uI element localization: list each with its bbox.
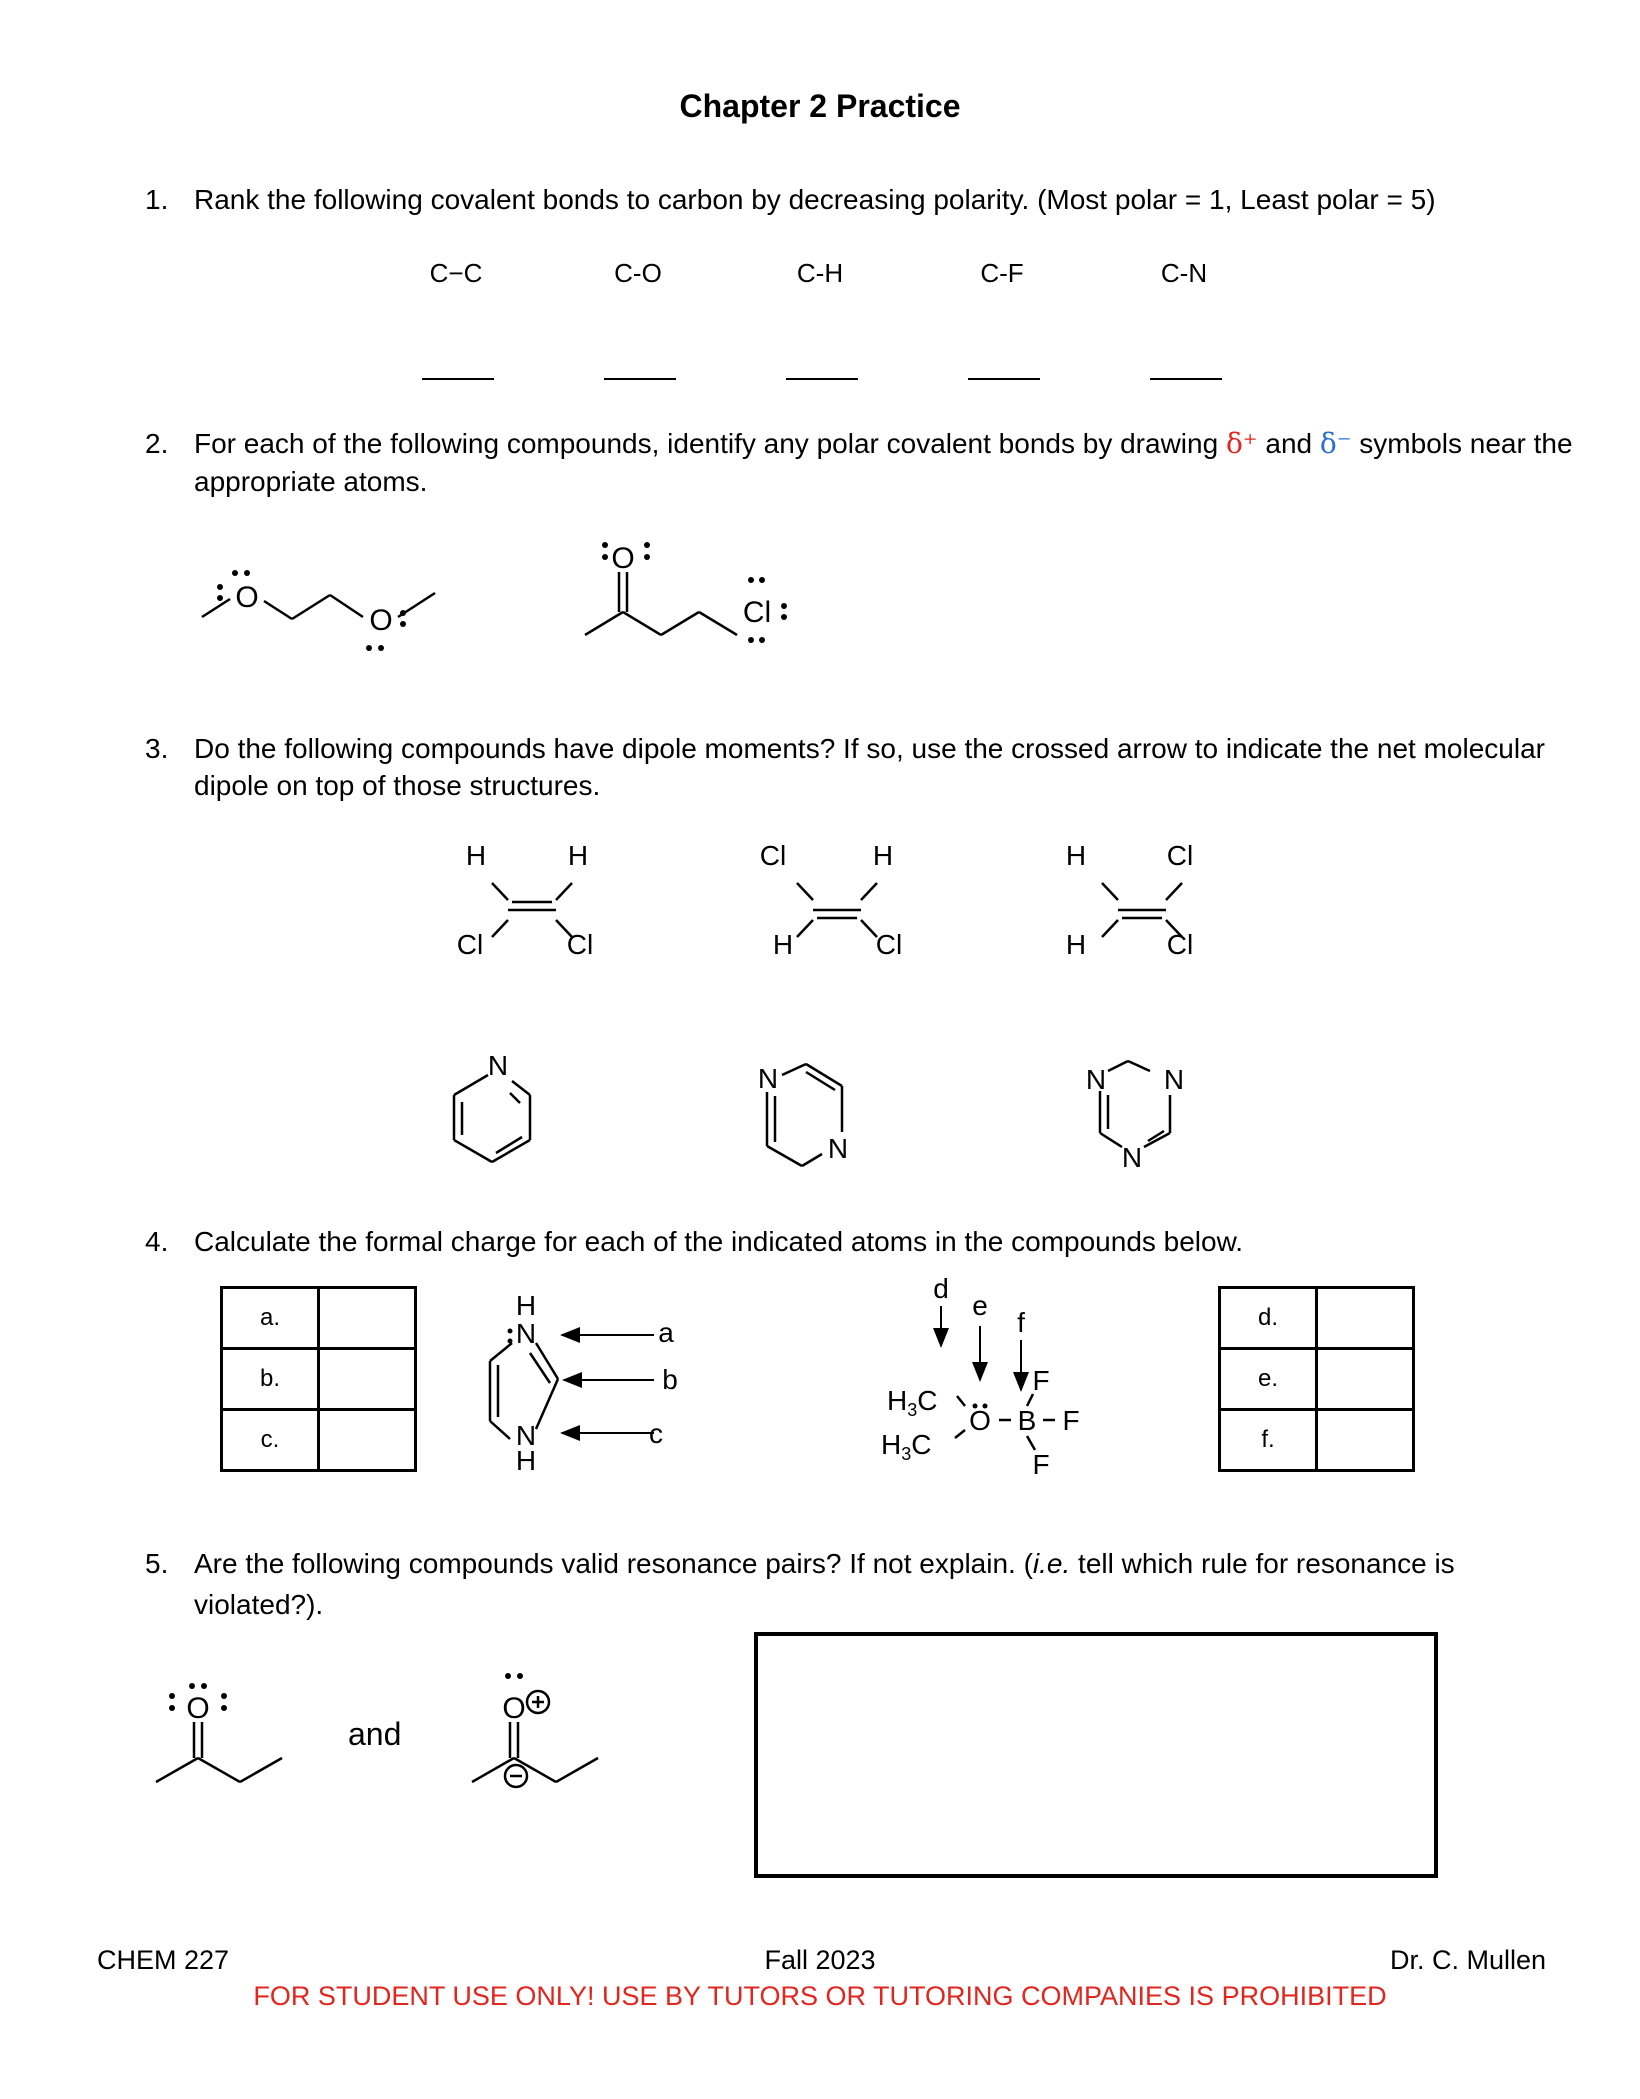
- q2-text: [194, 425, 1573, 463]
- h-atom: H: [465, 840, 487, 871]
- q4-number: 4.: [145, 1226, 169, 1257]
- cl-atom: Cl: [875, 929, 903, 960]
- rank-blank-cc[interactable]: [422, 378, 494, 380]
- table-row: [222, 1349, 416, 1410]
- methyl-group-1: $H_3C$: [887, 1385, 938, 1420]
- table-row: [1220, 1410, 1414, 1471]
- resonance-oxygen: O: [502, 1692, 526, 1725]
- imidazole-nitrogen-top: N: [515, 1318, 537, 1349]
- course-label: CHEM 227: [97, 1945, 230, 1975]
- fluorine-atom-bottom: F: [1032, 1449, 1050, 1480]
- q4-text: Calculate the formal charge for each of the indicated atoms in the compounds below.: [194, 1226, 1244, 1257]
- bond-label-cn: C-N: [1160, 258, 1208, 288]
- explanation-box[interactable]: [754, 1632, 1438, 1878]
- delta-minus-symbol: δ⁻: [1319, 427, 1352, 460]
- h-atom: H: [1065, 929, 1087, 960]
- pyrazine-structure: [740, 1050, 870, 1180]
- cl-atom: Cl: [1166, 840, 1194, 871]
- trans-dichloroethene: [745, 830, 925, 965]
- bond-label-cc: C−C: [429, 258, 483, 288]
- imidazole-h-bottom: H: [515, 1445, 537, 1475]
- imidazolium-structure: [470, 1295, 690, 1475]
- boron-atom: B: [1017, 1405, 1037, 1436]
- geminal-dichloroethene: [1050, 830, 1230, 965]
- cl-atom: Cl: [759, 840, 787, 871]
- bond-label-ch: C-H: [796, 258, 844, 288]
- row-label-b: b.: [222, 1349, 319, 1410]
- table-row: [1220, 1349, 1414, 1410]
- q1-text: Rank the following covalent bonds to carbon by decreasing polarity. (Most polar = 1, Least polar = 5): [194, 184, 1436, 215]
- row-label-d: d.: [1220, 1288, 1317, 1349]
- methyl-group-2: $H_3C$: [881, 1429, 932, 1464]
- h-atom: H: [772, 929, 794, 960]
- pyridine-structure: [440, 1045, 570, 1175]
- q5-text: [194, 1545, 1455, 1583]
- bond-label-co: C-O: [614, 258, 662, 288]
- row-label-a: a.: [222, 1288, 319, 1349]
- table-row: [222, 1288, 416, 1349]
- answer-cell-d[interactable]: [1317, 1288, 1414, 1349]
- triazine-nitrogen-2: N: [1163, 1064, 1185, 1095]
- answer-cell-c[interactable]: [319, 1410, 416, 1471]
- q1-number: 1.: [145, 184, 169, 215]
- fluorine-atom-right: F: [1062, 1405, 1080, 1436]
- rank-blank-cf[interactable]: [968, 378, 1040, 380]
- chloroketone-structure: [575, 530, 875, 670]
- pyrazine-nitrogen-1: N: [757, 1063, 779, 1094]
- ether-bf3-complex: [875, 1270, 1115, 1490]
- q5-number: 5.: [145, 1548, 169, 1579]
- complex-oxygen: O: [969, 1405, 991, 1436]
- label-a: a: [658, 1317, 674, 1348]
- chlorine-atom: Cl: [742, 596, 772, 629]
- q3-number: 3.: [145, 733, 169, 764]
- rank-blank-ch[interactable]: [786, 378, 858, 380]
- ether-oxygen-2: O: [369, 604, 393, 637]
- imidazole-nitrogen-bottom: N: [515, 1420, 537, 1451]
- q2-number: 2.: [145, 428, 169, 459]
- answer-cell-b[interactable]: [319, 1349, 416, 1410]
- q3-text: Do the following compounds have dipole moments? If so, use the crossed arrow to indicate the net molecular: [194, 733, 1545, 764]
- h-atom: H: [872, 840, 894, 871]
- rank-blank-cn[interactable]: [1150, 378, 1222, 380]
- carbonyl-oxygen: O: [611, 542, 635, 575]
- q5-text-ie: i.e.: [1032, 1548, 1071, 1579]
- butanone-oxygen: O: [186, 1692, 210, 1725]
- row-label-e: e.: [1220, 1349, 1317, 1410]
- pyrazine-nitrogen-2: N: [827, 1133, 849, 1164]
- q2-text-and: and: [1265, 428, 1313, 459]
- and-label: and: [348, 1716, 402, 1752]
- label-e: e: [972, 1290, 988, 1321]
- table-row: [222, 1410, 416, 1471]
- formal-charge-table-left: [220, 1286, 417, 1472]
- q2-text-a: For each of the following compounds, identify any polar covalent bonds by drawing: [194, 428, 1219, 459]
- q5-text-cont: violated?).: [194, 1589, 324, 1620]
- instructor-label: Dr. C. Mullen: [1390, 1945, 1547, 1975]
- butanone-resonance-structure: [460, 1670, 620, 1800]
- row-label-f: f.: [1220, 1410, 1317, 1471]
- q3-text-cont: dipole on top of those structures.: [194, 770, 601, 801]
- q2-text-b: symbols near the: [1359, 428, 1573, 459]
- triazine-structure: [1070, 1055, 1200, 1185]
- diether-structure: [180, 535, 480, 665]
- ether-oxygen-1: O: [235, 581, 259, 614]
- cl-atom: Cl: [456, 929, 484, 960]
- answer-cell-e[interactable]: [1317, 1349, 1414, 1410]
- butanone-structure: [150, 1670, 300, 1800]
- cl-atom: Cl: [566, 929, 594, 960]
- h-atom: H: [567, 840, 589, 871]
- h-atom: H: [1065, 840, 1087, 871]
- q2-text-cont: appropriate atoms.: [194, 466, 428, 497]
- term-label: Fall 2023: [764, 1945, 876, 1975]
- imidazole-h-top: H: [515, 1295, 537, 1321]
- label-c: c: [649, 1418, 663, 1449]
- answer-cell-f[interactable]: [1317, 1410, 1414, 1471]
- delta-plus-symbol: δ⁺: [1225, 427, 1258, 460]
- label-b: b: [662, 1364, 678, 1395]
- pyridine-nitrogen: N: [487, 1050, 509, 1081]
- cl-atom: Cl: [1166, 929, 1194, 960]
- bond-label-cf: C-F: [980, 258, 1024, 288]
- cis-dichloroethene: [440, 830, 620, 965]
- table-row: [1220, 1288, 1414, 1349]
- label-f: f: [1017, 1307, 1025, 1338]
- row-label-c: c.: [222, 1410, 319, 1471]
- usage-warning: FOR STUDENT USE ONLY! USE BY TUTORS OR TUTORING COMPANIES IS PROHIBITED: [253, 1981, 1387, 2011]
- triazine-nitrogen-3: N: [1121, 1142, 1143, 1173]
- q5-text-b: tell which rule for resonance is: [1070, 1548, 1455, 1579]
- triazine-nitrogen-1: N: [1085, 1064, 1107, 1095]
- q5-text-a: Are the following compounds valid resonance pairs? If not explain. (: [194, 1548, 1033, 1579]
- rank-blank-co[interactable]: [604, 378, 676, 380]
- page-title: Chapter 2 Practice: [679, 88, 961, 124]
- label-d: d: [933, 1273, 949, 1304]
- formal-charge-table-right: [1218, 1286, 1415, 1472]
- answer-cell-a[interactable]: [319, 1288, 416, 1349]
- fluorine-atom-top: F: [1032, 1365, 1050, 1396]
